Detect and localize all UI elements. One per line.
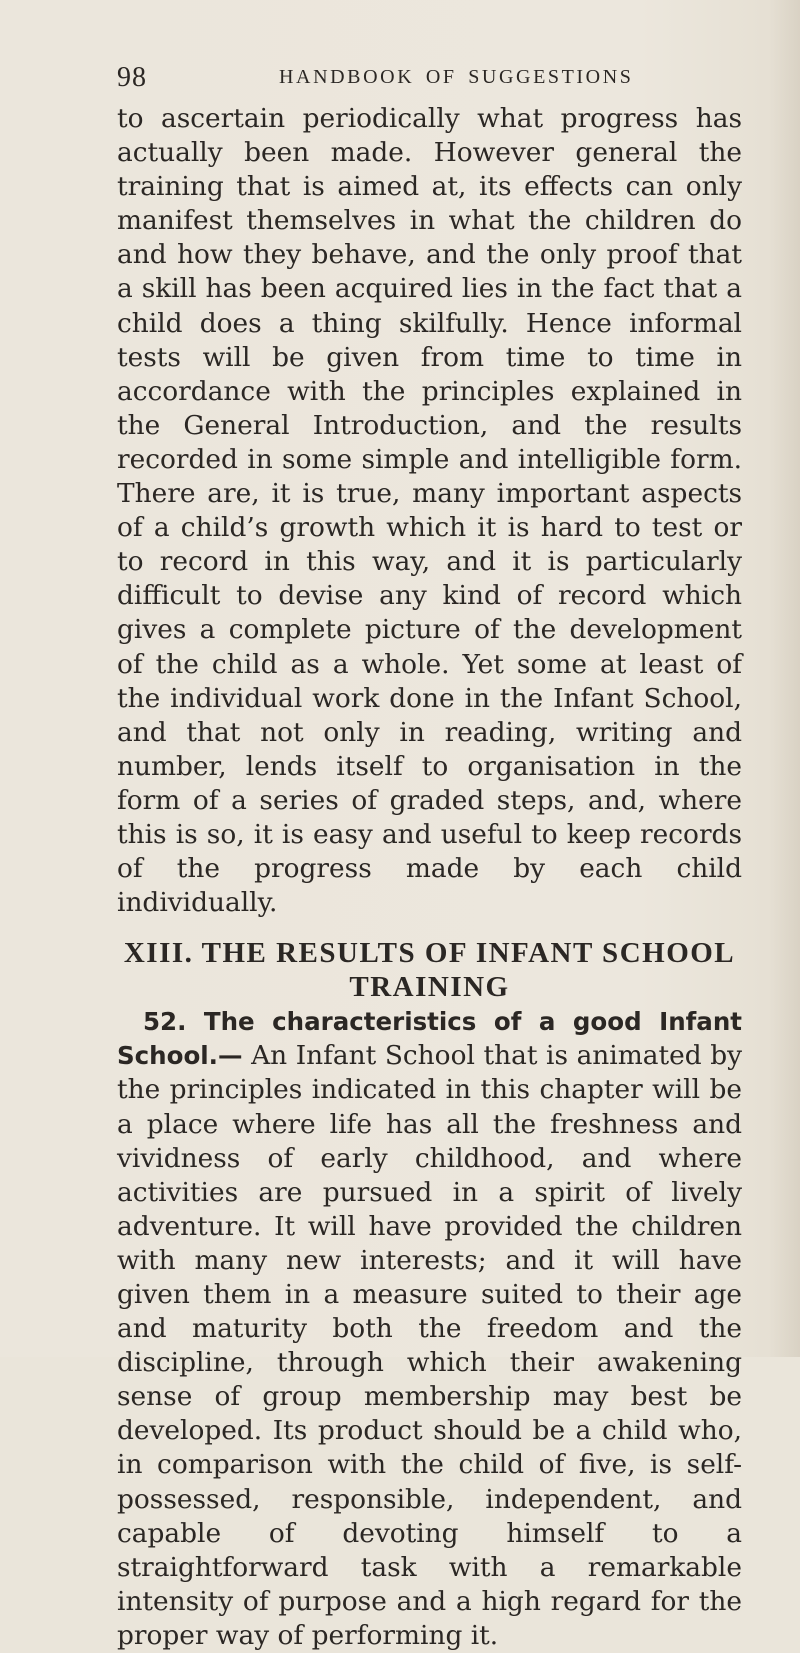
- paragraph-52-text: An Infant School that is animated by the principles indicated in this chapter will be a place where life has all the freshness and vividness of early childhood, and where activities are pursued in a spirit of lively adventure. It will have provided the children with many new interests; and it will have given them in a measure suited to their age and maturity both the freedom and the discipline, through which their awakening sense of group membership may best be developed. Its product should be a child who, in comparison with the child of five, is self-possessed, responsible, independent, and capable of devoting himself to a straightforward task with a remarkable intensity of purpose and a high regard for the proper way of performing it.: [117, 1040, 743, 1651]
- paragraph-continued: to ascertain periodically what progress has actually been made. However general the training that is aimed at, its effects can only manifest themselves in what the children do and how they behave, and the only proof that a skill has been acquired lies in the fact that a child does a thing skilfully. Hence informal tests will be given from time to time in accordance with the principles explained in the General Introduction, and the results recorded in some simple and intelligible form. There are, it is true, many important aspects of a child’s growth which it is hard to test or to record in this way, and it is particularly difficult to devise any kind of record which gives a complete picture of the development of the child as a whole. Yet some at least of the individual work done in the Infant School, and that not only in reading, writing and number, lends itself to organisation in the form of a series of graded steps, and, where this is so, it is easy and useful to keep records of the progress made by each child individually.: [117, 103, 742, 919]
- section-heading-line-2: TRAINING: [349, 971, 510, 1004]
- running-head: [117, 62, 737, 98]
- paragraph-52: [117, 1005, 742, 1653]
- section-heading-line-1: XIII. THE RESULTS OF INFANT SCHOOL: [123, 937, 736, 970]
- section-heading: [117, 936, 742, 1004]
- page-number: 98: [117, 62, 147, 93]
- running-head-title: HANDBOOK OF SUGGESTIONS: [279, 66, 634, 88]
- paragraph-52-lead: 52. The characteristics of a good Infant School.—: [117, 1007, 742, 1071]
- body-text: [117, 102, 742, 1653]
